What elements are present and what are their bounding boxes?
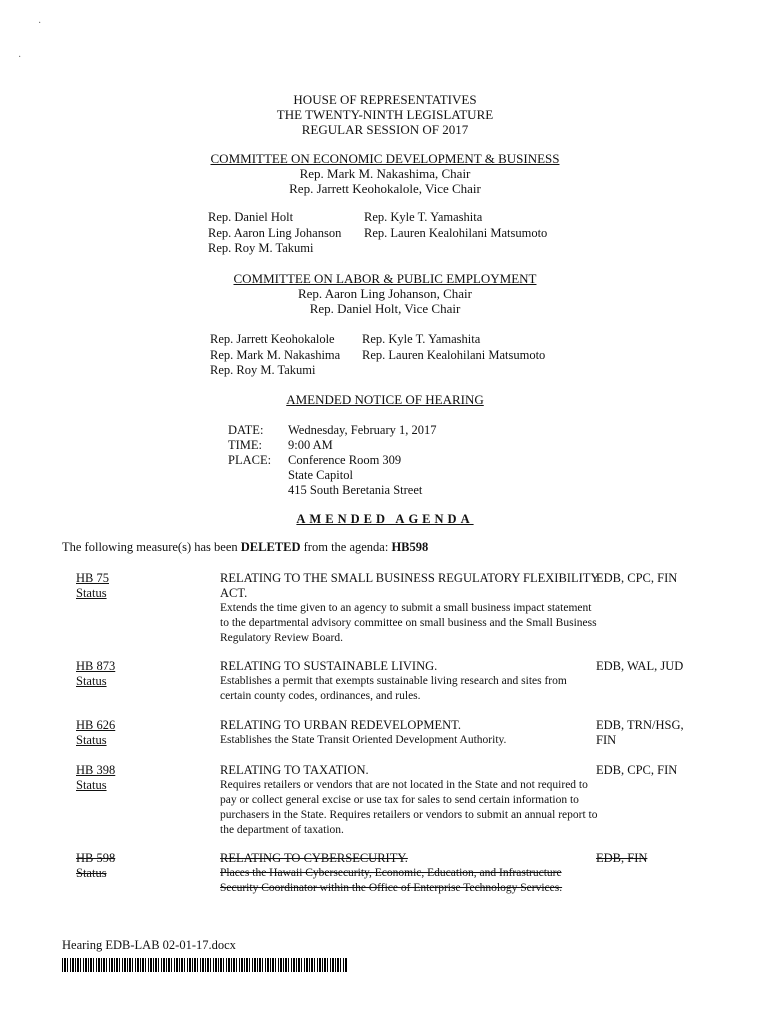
deleted-word: DELETED: [240, 540, 301, 554]
committee-lab-chair: Rep. Aaron Ling Johanson, Chair: [297, 286, 473, 301]
committee-lab-members-right: [362, 332, 545, 363]
member: Rep. Lauren Kealohilani Matsumoto: [362, 347, 546, 362]
bill-row: [76, 763, 716, 843]
bill-description: Extends the time given to an agency to submit a small business impact statement to the departmental advisory committee on small business and the Small Business Regulatory Review Board.: [220, 602, 597, 644]
bill-row: [76, 571, 716, 651]
header-line-3: REGULAR SESSION OF 2017: [301, 122, 469, 137]
bill-number-link[interactable]: HB 626: [76, 718, 116, 732]
committee-edb-block: [0, 151, 770, 196]
bill-status-link[interactable]: Status: [76, 733, 107, 747]
place-line-1: Conference Room 309: [288, 453, 402, 467]
bill-title: RELATING TO THE SMALL BUSINESS REGULATORY FLEXIBILITY ACT.: [220, 571, 599, 600]
deleted-prefix: The following measure(s) has been: [62, 540, 238, 554]
bill-title: RELATING TO SUSTAINABLE LIVING.: [220, 659, 438, 673]
bill-description: Places the Hawaii Cybersecurity, Economic, Education, and Infrastructure Security Coordinator within the Office of Enterprise Technology Services.: [220, 867, 563, 894]
bill-status-link[interactable]: Status: [76, 866, 107, 880]
member: Rep. Mark M. Nakashima: [210, 347, 341, 362]
place-line-2: State Capitol: [288, 468, 353, 482]
bill-referral: EDB, WAL, JUD: [596, 659, 684, 673]
header-line-1: HOUSE OF REPRESENTATIVES: [293, 92, 477, 107]
committee-edb-members-left: [208, 210, 341, 257]
bill-referral: EDB, CPC, FIN: [596, 763, 678, 777]
committee-edb-vice-chair: Rep. Jarrett Keohokalole, Vice Chair: [289, 181, 481, 196]
deleted-middle: from the agenda:: [303, 540, 389, 554]
scan-speck: ·: [38, 18, 42, 29]
bill-number-link[interactable]: HB 598: [76, 851, 116, 865]
bill-status-link[interactable]: Status: [76, 778, 107, 792]
member: Rep. Kyle T. Yamashita: [364, 210, 483, 224]
bill-number-link[interactable]: HB 75: [76, 571, 109, 585]
footer-filename: Hearing EDB-LAB 02-01-17.docx: [62, 938, 236, 952]
member: Rep. Aaron Ling Johanson: [208, 225, 342, 240]
committee-edb-members-right: [364, 210, 547, 241]
committee-edb-chair: Rep. Mark M. Nakashima, Chair: [299, 166, 471, 181]
bill-row: [76, 659, 716, 709]
date-value: Wednesday, February 1, 2017: [288, 423, 437, 437]
committee-lab-name: COMMITTEE ON LABOR & PUBLIC EMPLOYMENT: [233, 271, 537, 286]
bill-title: RELATING TO URBAN REDEVELOPMENT.: [220, 718, 461, 732]
scan-speck: ·: [18, 52, 22, 63]
bill-number-link[interactable]: HB 873: [76, 659, 116, 673]
agenda-title: AMENDED AGENDA: [296, 512, 474, 526]
bill-row-deleted: [76, 851, 716, 915]
member: Rep. Kyle T. Yamashita: [362, 332, 481, 346]
bill-referral: EDB, CPC, FIN: [596, 571, 678, 585]
committee-edb-name: COMMITTEE ON ECONOMIC DEVELOPMENT & BUSINESS: [210, 151, 560, 166]
header-line-2: THE TWENTY-NINTH LEGISLATURE: [276, 107, 494, 122]
place-label: PLACE:: [228, 453, 272, 467]
time-value: 9:00 AM: [288, 438, 333, 452]
bill-number-link[interactable]: HB 398: [76, 763, 116, 777]
bill-description: Establishes a permit that exempts sustainable living research and sites from certain county codes, ordinances, and rules.: [220, 675, 567, 702]
committee-lab-vice-chair: Rep. Daniel Holt, Vice Chair: [309, 301, 461, 316]
bill-row: [76, 718, 716, 752]
bill-title: RELATING TO CYBERSECURITY.: [220, 851, 408, 865]
barcode-image: [62, 958, 348, 972]
member: Rep. Lauren Kealohilani Matsumoto: [364, 225, 548, 240]
bill-description: Requires retailers or vendors that are not located in the State and not required to pay or collect general excise or use tax for sales to send certain information to purchasers in the State. Requires retailers or vendors to submit an annual report to the department of taxation.: [220, 779, 598, 836]
legislature-header: [0, 92, 770, 137]
date-label: DATE:: [228, 423, 264, 437]
deleted-bill: HB598: [391, 540, 429, 554]
bill-referral: EDB, TRN/HSG, FIN: [596, 718, 684, 747]
bill-description: Establishes the State Transit Oriented Development Authority.: [220, 734, 507, 746]
time-label: TIME:: [228, 438, 263, 452]
member: Rep. Daniel Holt: [208, 210, 294, 224]
member: Rep. Jarrett Keohokalole: [210, 332, 335, 346]
deleted-notice: [62, 540, 428, 555]
bill-status-link[interactable]: Status: [76, 674, 107, 688]
place-line-3: 415 South Beretania Street: [288, 483, 423, 497]
bill-title: RELATING TO TAXATION.: [220, 763, 369, 777]
member: Rep. Roy M. Takumi: [208, 241, 314, 255]
committee-lab-members-left: [210, 332, 340, 379]
bill-status-link[interactable]: Status: [76, 586, 107, 600]
committee-lab-block: [0, 271, 770, 316]
member: Rep. Roy M. Takumi: [210, 363, 316, 377]
notice-title: AMENDED NOTICE OF HEARING: [286, 392, 484, 407]
bill-referral: EDB, FIN: [596, 851, 648, 865]
